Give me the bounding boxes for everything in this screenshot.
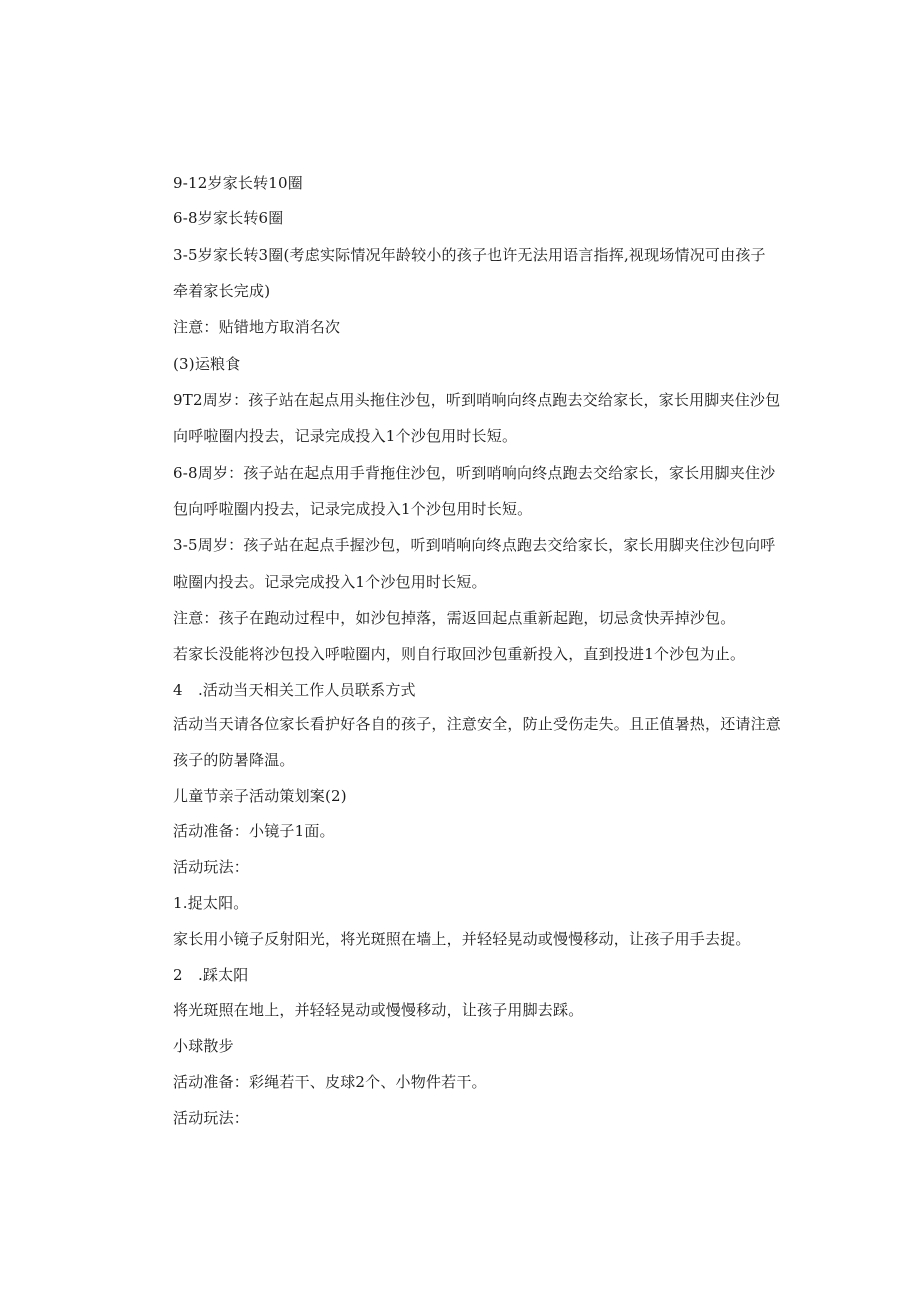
section-heading: 小球散步 <box>173 1037 234 1055</box>
text-line: 6-8岁家长转6圈 <box>173 209 284 227</box>
text-line: 1.捉太阳。 <box>173 894 249 912</box>
text-line: 向呼啦圈内投去，记录完成投入1个沙包用时长短。 <box>173 427 518 445</box>
text-line: 6-8周岁：孩子站在起点用手背拖住沙包，听到哨响向终点跑去交给家长，家长用脚夹住沙 <box>173 464 776 482</box>
section-heading: 4 .活动当天相关工作人员联系方式 <box>173 681 416 699</box>
text-line: 3-5岁家长转3圈(考虑实际情况年龄较小的孩子也许无法用语言指挥,视现场情况可由孩子 <box>173 246 766 264</box>
text-line: 3-5周岁：孩子站在起点手握沙包，听到哨响向终点跑去交给家长，家长用脚夹住沙包向呼 <box>173 536 776 554</box>
text-line: 活动玩法： <box>173 1109 250 1127</box>
text-line: 活动当天请各位家长看护好各自的孩子，注意安全，防止受伤走失。且正值暑热，还请注意 <box>173 715 782 733</box>
section-heading: 2 .踩太阳 <box>173 966 249 984</box>
text-line: 活动准备：彩绳若干、皮球2个、小物件若干。 <box>173 1073 487 1091</box>
text-line: 9T2周岁：孩子站在起点用头拖住沙包，听到哨响向终点跑去交给家长，家长用脚夹住沙包 <box>173 391 781 409</box>
text-line: 牵着家长完成) <box>173 282 271 300</box>
text-line: 注意：贴错地方取消名次 <box>173 318 341 336</box>
text-line: 活动准备：小镜子1面。 <box>173 822 335 840</box>
section-heading: 儿童节亲子活动策划案(2) <box>173 787 347 805</box>
text-line: 注意：孩子在跑动过程中，如沙包掉落，需返回起点重新起跑，切忌贪快弄掉沙包。 <box>173 609 736 627</box>
text-line: 家长用小镜子反射阳光，将光斑照在墙上，并轻轻晃动或慢慢移动，让孩子用手去捉。 <box>173 930 751 948</box>
text-line: 若家长没能将沙包投入呼啦圈内，则自行取回沙包重新投入，直到投进1个沙包为止。 <box>173 645 746 663</box>
text-line: 将光斑照在地上，并轻轻晃动或慢慢移动，让孩子用脚去踩。 <box>173 1001 584 1019</box>
text-line: 孩子的防暑降温。 <box>173 751 295 769</box>
text-line: 啦圈内投去。记录完成投入1个沙包用时长短。 <box>173 573 487 591</box>
text-line: 活动玩法： <box>173 858 250 876</box>
section-heading: (3)运粮食 <box>173 355 241 373</box>
text-line: 包向呼啦圈内投去，记录完成投入1个沙包用时长短。 <box>173 500 533 518</box>
text-line: 9-12岁家长转10圈 <box>173 174 303 192</box>
